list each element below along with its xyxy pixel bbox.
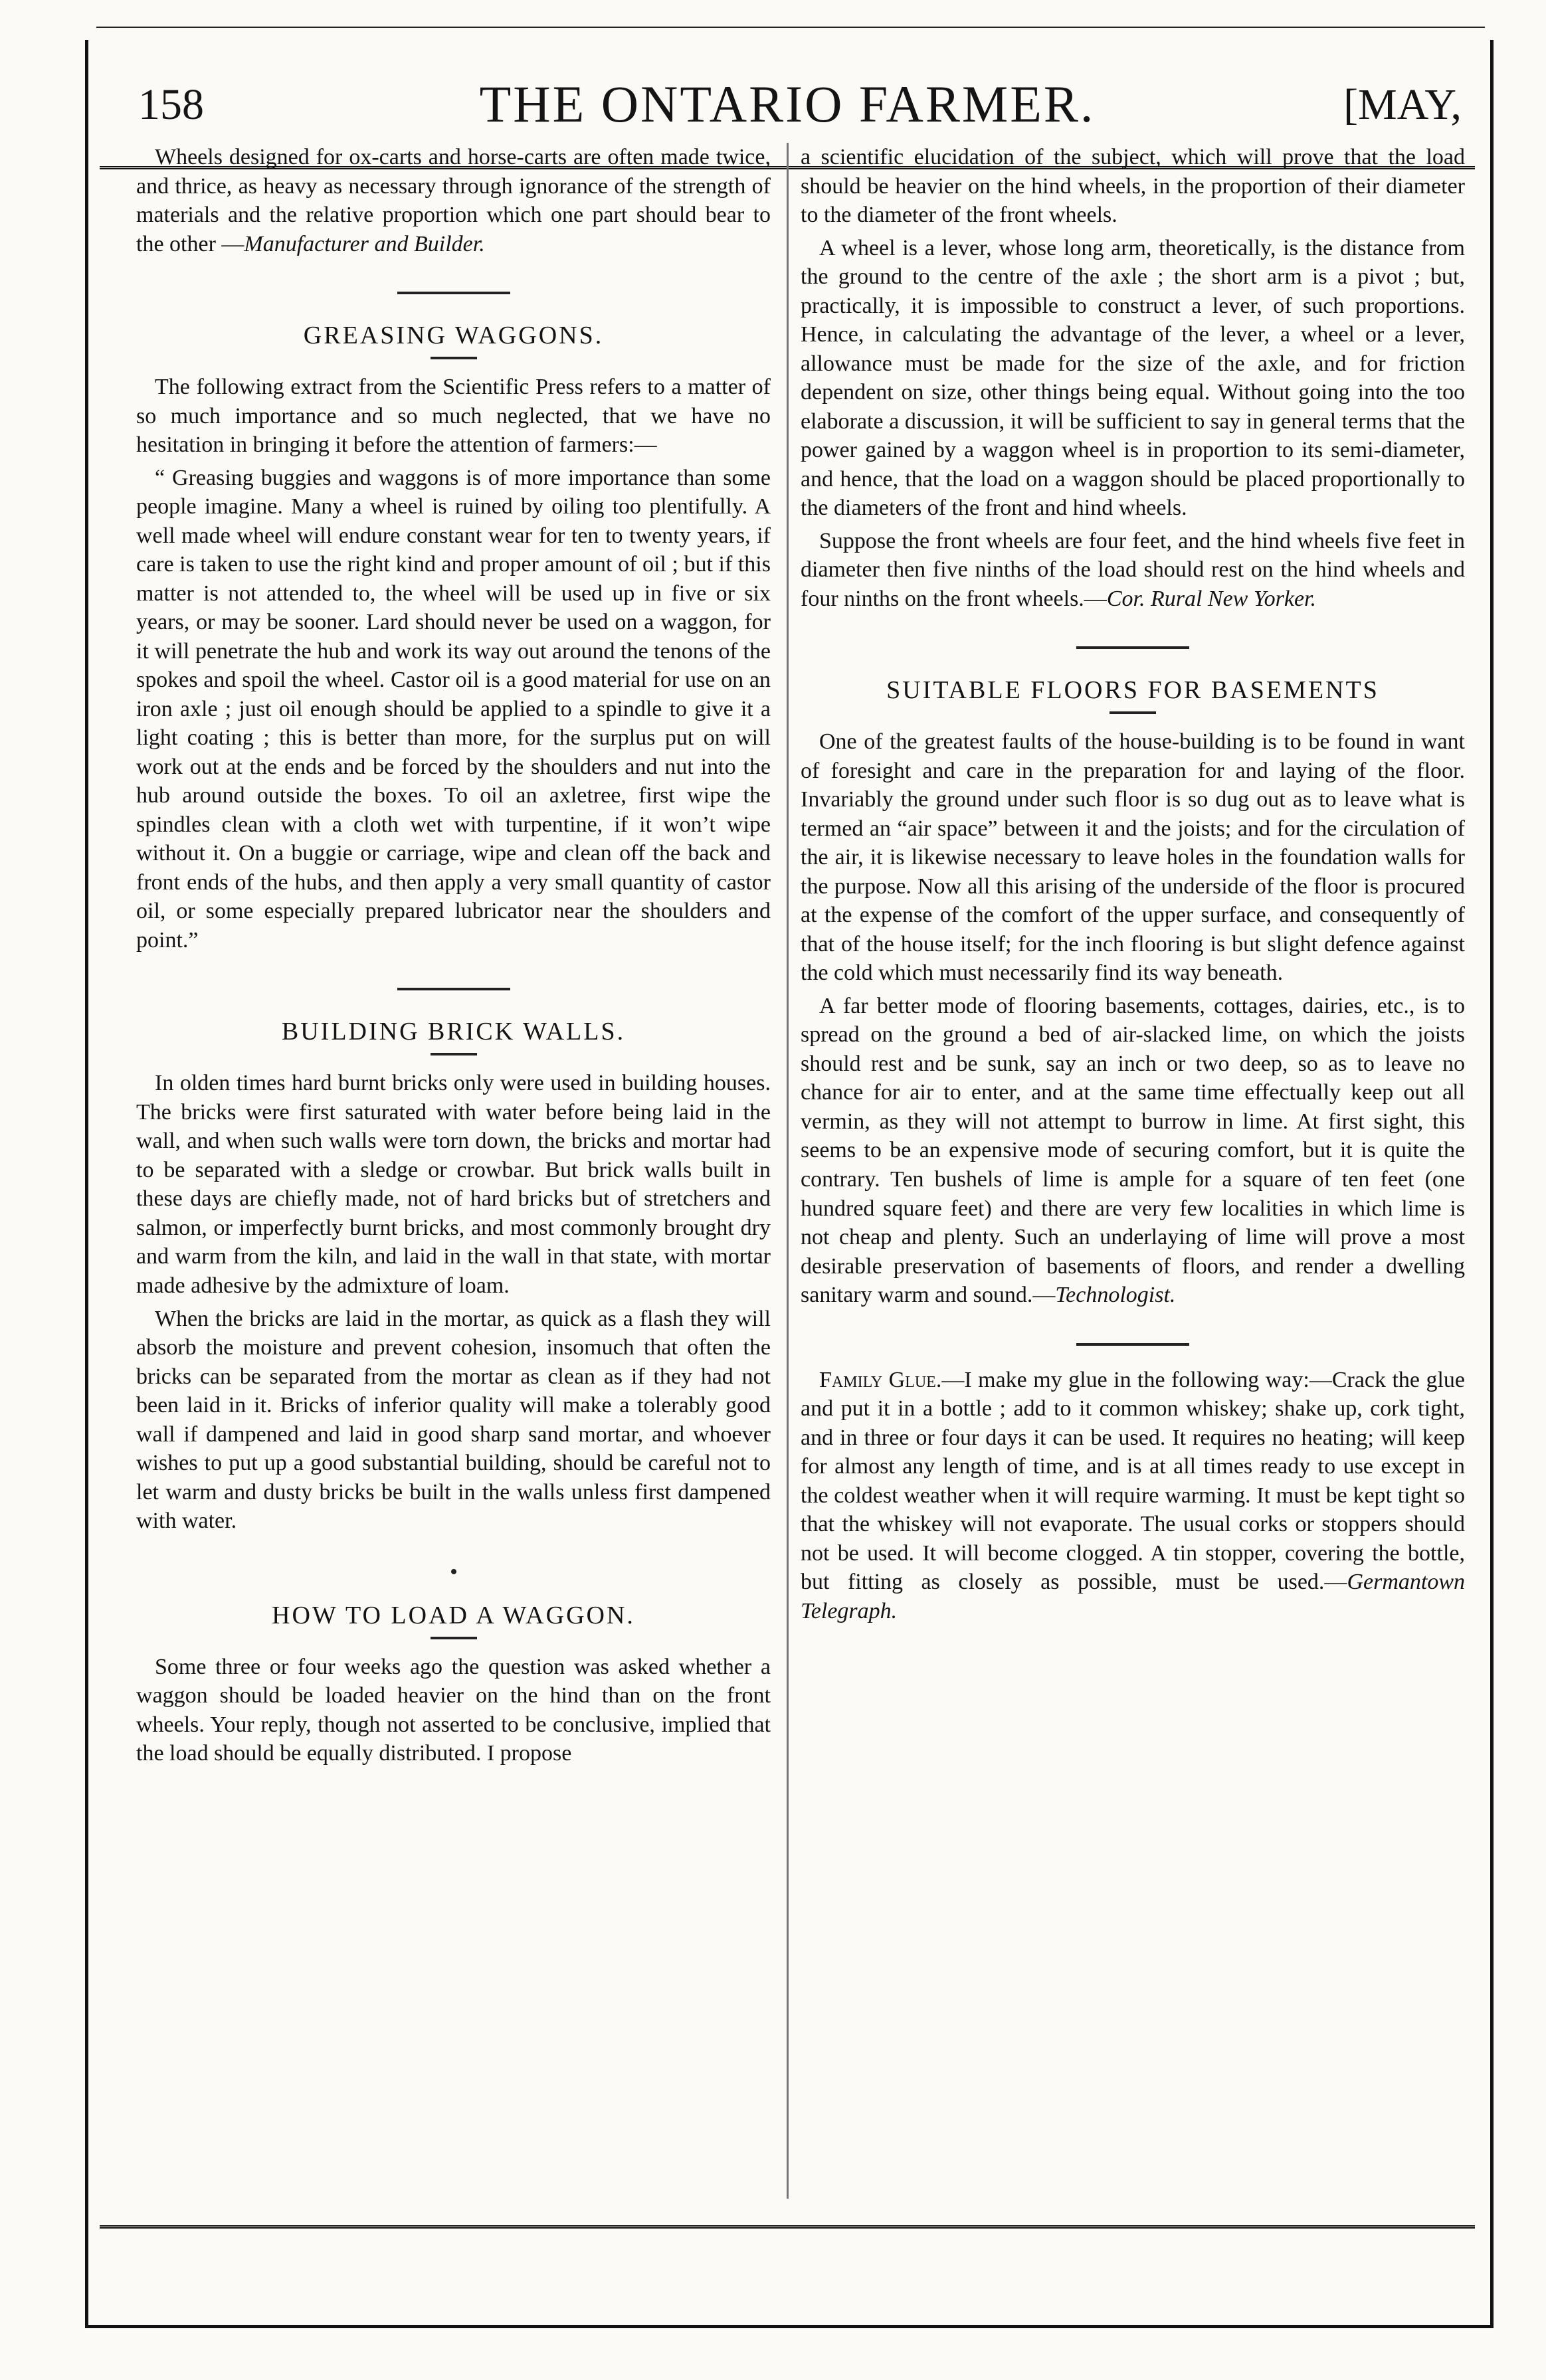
page-number: 158 <box>138 80 204 129</box>
wheels-attribution: Manufacturer and Builder. <box>244 231 485 256</box>
title-rule <box>431 357 477 359</box>
section-separator <box>1076 646 1189 649</box>
right-column <box>801 143 1465 2222</box>
issue-month: [MAY, <box>1343 80 1462 129</box>
load-title: HOW TO LOAD A WAGGON. <box>272 1601 635 1629</box>
masthead-title: THE ONTARIO FARMER. <box>479 75 1096 133</box>
footer-rule <box>100 2225 1475 2235</box>
section-separator <box>451 1569 456 1574</box>
floors-paragraph-1: One of the greatest faults of the house-building is to be found in want of foresight and care in the preparation for and laying of the floor. Invariably the ground under such floor is so dug out as to leave what is termed an “air space” between it and the joists; and for the circulation of the air, it is likewise necessary to leave holes in the foundation walls for the purpose. Now all this arising of the underside of the floor is procured at the expense of the comfort of the upper surface, and consequently of that of the house itself; for the inch flooring is but slight defence against the cold which must necessarily find its way beneath. <box>801 729 1465 986</box>
title-rule <box>431 1053 477 1055</box>
greasing-paragraph-1: The following extract from the Scientific Press refers to a matter of so much importance and so much neglected, that we have no hesitation in bringing it before the attention of farmers:— <box>136 375 771 458</box>
top-border-rule <box>96 27 1485 28</box>
glue-attribution: Germantown Telegraph. <box>801 1570 1465 1623</box>
glue-paragraph: Family Glue.—I make my glue in the following way:—Crack the glue and put it in a bottle ; add to it common whiskey; shake up, cork tight, and in three or four days it can be used. It requires no heating; will keep for almost any length of time, and is at all times ready to use except in the coldest weather when it will require warming. It must be kept tight so that the whiskey will not evaporate. The usual corks or stoppers should not be used. It will become clogged. A tin stopper, covering the bottle, but fitting as closely as possible, must be used.—Germantown Telegraph. <box>801 1367 1465 1623</box>
brick-paragraph-1: In olden times hard burnt bricks only were used in building houses. The bricks were first saturated with water before being laid in the wall, and when such walls were torn down, the bricks and mortar had to be separated with a sledge or crowbar. But brick walls built in these days are chiefly made, not of hard bricks but of stretchers and salmon, or imperfectly burnt bricks, and most commonly brought dry and warm from the kiln, and laid in the wall in that state, with mortar made adhesive by the admixture of loam. <box>136 1071 771 1298</box>
title-rule <box>431 1637 477 1639</box>
greasing-paragraph-2: “ Greasing buggies and waggons is of more importance than some people imagine. Many a wheel is ruined by oiling too plentifully. A well made wheel will endure constant wear for ten to twenty years, if care is taken to use the right kind and proper amount of oil ; but if this matter is not attended to, the wheel will be used up in five or six years, or may be sooner. Lard should never be used on a waggon, for it will penetrate the hub and work its way out around the tenons of the spokes and spoil the wheel. Castor oil is a good material for use on an iron axle ; just oil enough should be applied to a spindle to give it a light coating ; this is better than more, for the surplus put on will work out at the ends and be forced by the shoulders and nut into the hub around outside the boxes. To oil an axletree, first wipe the spindles clean with a cloth wet with turpentine, if it won’t wipe without it. On a buggie or carriage, wipe and clean off the back and front ends of the hubs, and then apply a very small quantity of castor oil, or some especially prepared lubricator near the shoulders and point.” <box>136 465 771 953</box>
load-paragraph-3: Suppose the front wheels are four feet, and the hind wheels five feet in diameter then five ninths of the load should rest on the hind wheels and four ninths on the front wheels.—Cor. Rural New Yorker. <box>801 528 1465 611</box>
floors-paragraph-2: A far better mode of flooring basements, cottages, dairies, etc., is to spread on the ground a bed of air-slacked lime, on which the joists should rest and be sunk, say an inch or two deep, so as to leave no chance for air to enter, and at the same time effectually keep out all vermin, as they will not attempt to burrow in lime. At first sight, this seems to be an expensive mode of securing comfort, but it is quite the contrary. Ten bushels of lime is ample for a square of ten feet (one hundred square feet) and there are very few localities in which lime is not cheap and plenty. Such an underlaying of lime will prove a most desirable preservation of basements of floors, and render a dwelling sanitary warm and sound.—Technologist. <box>801 993 1465 1308</box>
left-column <box>136 143 771 2222</box>
wheels-paragraph: Wheels designed for ox-carts and horse-carts are often made twice, and thrice, as heavy as necessary through ignorance of the strength of materials and the relative proportion which one part should bear to the other —Manufacturer and Builder. <box>136 145 771 256</box>
glue-run-in-heading: Family Glue. <box>819 1367 942 1392</box>
load-paragraph-1: Some three or four weeks ago the question was asked whether a waggon should be loaded heavier on the hind than on the front wheels. Your reply, though not asserted to be conclusive, implied that the load should be equally distributed. I propose <box>136 1654 771 1766</box>
section-separator <box>397 988 510 990</box>
greasing-title: GREASING WAGGONS. <box>303 321 604 350</box>
section-separator <box>1076 1343 1189 1346</box>
brick-title: BUILDING BRICK WALLS. <box>281 1018 626 1046</box>
floors-title: SUITABLE FLOORS FOR BASEMENTS <box>886 676 1379 705</box>
load-attribution: Cor. Rural New Yorker. <box>1106 586 1317 611</box>
section-separator <box>397 292 510 294</box>
load-paragraph-2: A wheel is a lever, whose long arm, theoretically, is the distance from the ground to the centre of the axle ; the short arm is a pivot ; but, practically, it is impossible to construct a lever, of such proportions. Hence, in calculating the advantage of the lever, a wheel or a lever, allowance must be made for the size of the axle, and for friction dependent on size, other things being equal. Without going into the too elaborate a discussion, it will be sufficient to say in general terms that the power gained by a waggon wheel is in proportion to its semi-diameter, and hence, that the load on a waggon should be placed proportionally to the diameters of the front and hind wheels. <box>801 235 1465 521</box>
brick-paragraph-2: When the bricks are laid in the mortar, as quick as a flash they will absorb the moisture and prevent cohesion, insomuch that often the bricks can be separated from the mortar as clean as if they had not been laid in it. Bricks of inferior quality will make a tolerably good wall if dampened and laid in good sharp sand mortar, and whoever wishes to put up a good substantial building, should be careful not to let warm and dusty bricks be built in the walls unless first dampened with water. <box>136 1306 771 1534</box>
column-divider <box>787 143 789 2199</box>
floors-attribution: Technologist. <box>1055 1283 1176 1308</box>
title-rule <box>1110 711 1156 714</box>
load-paragraph-1-continued: a scientific elucidation of the subject, which will prove that the load should be heavier on the hind wheels, in the proportion of their diameter to the diameter of the front wheels. <box>801 145 1465 228</box>
